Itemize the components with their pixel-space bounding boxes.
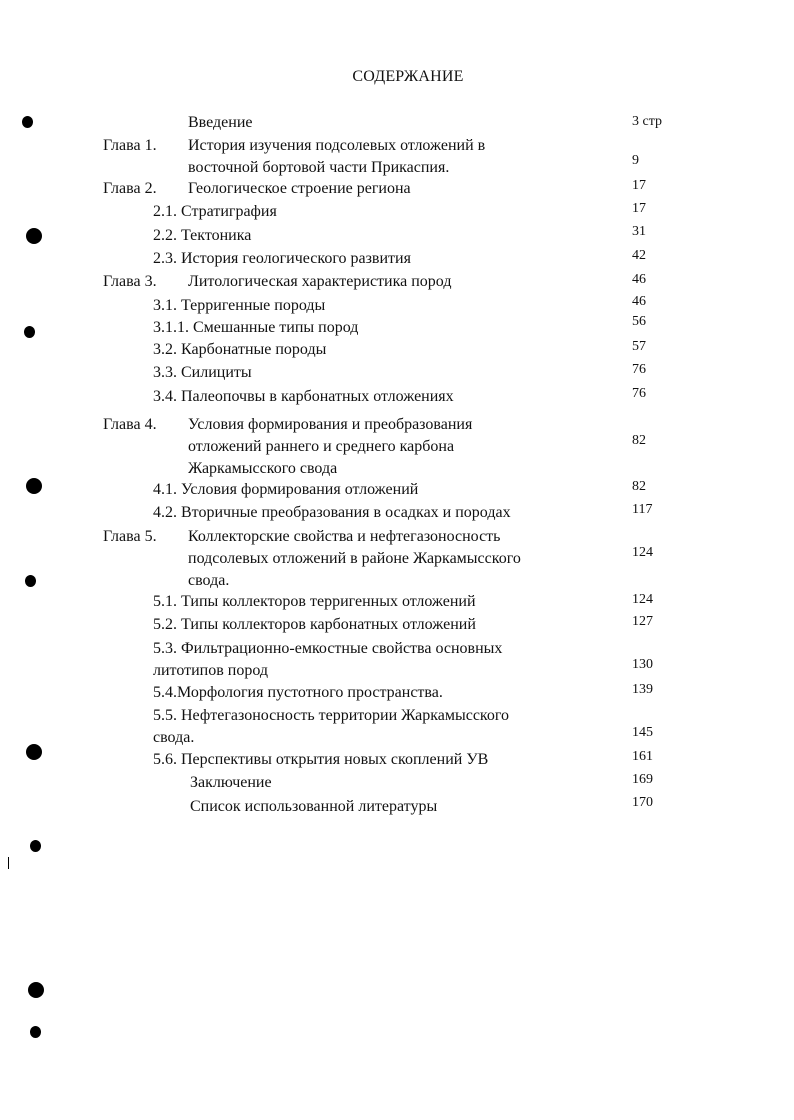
chapter-1-page: 9 [632, 153, 639, 168]
chapter-5-title: Коллекторские свойства и нефтегазоносность [188, 528, 501, 545]
section-2-2: 2.2. Тектоника [153, 227, 252, 244]
section-4-1: 4.1. Условия формирования отложений [153, 481, 419, 498]
section-4-2-page: 117 [632, 502, 653, 517]
toc-conclusion-label: Заключение [190, 774, 272, 791]
section-3-2: 3.2. Карбонатные породы [153, 341, 327, 358]
chapter-1-title: восточной бортовой части Прикаспия. [188, 159, 450, 176]
chapter-3-page: 46 [632, 272, 646, 287]
scan-mark [8, 857, 9, 869]
page-title: СОДЕРЖАНИЕ [352, 68, 464, 85]
punch-hole [26, 228, 42, 244]
section-3-1-page: 46 [632, 294, 646, 309]
toc-references-label: Список использованной литературы [190, 798, 438, 815]
section-3-4-page: 76 [632, 386, 646, 401]
section-5-4-page: 139 [632, 682, 653, 697]
chapter-4-title: Условия формирования и преобразования [188, 416, 473, 433]
section-3-1-1: 3.1.1. Смешанные типы пород [153, 319, 359, 336]
section-3-1: 3.1. Терригенные породы [153, 297, 326, 314]
chapter-5-title: свода. [188, 572, 230, 589]
punch-hole [25, 575, 36, 587]
section-5-5-page: 145 [632, 725, 653, 740]
section-3-3-page: 76 [632, 362, 646, 377]
section-5-3: 5.3. Фильтрационно-емкостные свойства основных [153, 640, 503, 657]
chapter-3-number: Глава 3. [103, 273, 157, 290]
section-5-2: 5.2. Типы коллекторов карбонатных отложений [153, 616, 476, 633]
toc-intro-label: Введение [188, 114, 253, 131]
section-5-3-page: 130 [632, 657, 653, 672]
chapter-2-page: 17 [632, 178, 646, 193]
section-3-1-1-page: 56 [632, 314, 646, 329]
punch-hole [30, 840, 41, 852]
section-3-3: 3.3. Силициты [153, 364, 252, 381]
section-3-2-page: 57 [632, 339, 646, 354]
toc-intro-page: 3 стр [632, 114, 663, 129]
section-5-4: 5.4.Морфология пустотного пространства. [153, 684, 443, 701]
punch-hole [24, 326, 35, 338]
chapter-2-title: Геологическое строение региона [188, 180, 411, 197]
chapter-5-title: подсолевых отложений в районе Жаркамысского [188, 550, 521, 567]
section-5-6-page: 161 [632, 749, 653, 764]
chapter-4-title: отложений раннего и среднего карбона [188, 438, 455, 455]
chapter-4-number: Глава 4. [103, 416, 157, 433]
chapter-5-number: Глава 5. [103, 528, 157, 545]
chapter-1-title: История изучения подсолевых отложений в [188, 137, 486, 154]
section-2-1: 2.1. Стратиграфия [153, 203, 277, 220]
punch-hole [26, 744, 42, 760]
punch-hole [30, 1026, 41, 1038]
punch-hole [22, 116, 33, 128]
chapter-4-page: 82 [632, 433, 646, 448]
punch-hole [28, 982, 44, 998]
section-5-5: 5.5. Нефтегазоносность территории Жаркамысского [153, 707, 510, 724]
chapter-4-title: Жаркамысского свода [188, 460, 338, 477]
chapter-2-number: Глава 2. [103, 180, 157, 197]
toc-conclusion-page: 169 [632, 772, 653, 787]
section-5-1: 5.1. Типы коллекторов терригенных отложений [153, 593, 476, 610]
section-4-2: 4.2. Вторичные преобразования в осадках и породах [153, 504, 511, 521]
section-5-2-page: 127 [632, 614, 653, 629]
section-4-1-page: 82 [632, 479, 646, 494]
section-5-3: литотипов пород [153, 662, 269, 679]
section-5-1-page: 124 [632, 592, 653, 607]
section-2-2-page: 31 [632, 224, 646, 239]
section-5-5: свода. [153, 729, 195, 746]
chapter-3-title: Литологическая характеристика пород [188, 273, 452, 290]
punch-hole [26, 478, 42, 494]
section-2-3: 2.3. История геологического развития [153, 250, 411, 267]
chapter-1-number: Глава 1. [103, 137, 157, 154]
section-5-6: 5.6. Перспективы открытия новых скоплений УВ [153, 751, 489, 768]
toc-references-page: 170 [632, 795, 653, 810]
chapter-5-page: 124 [632, 545, 653, 560]
section-2-1-page: 17 [632, 201, 646, 216]
section-3-4: 3.4. Палеопочвы в карбонатных отложениях [153, 388, 454, 405]
section-2-3-page: 42 [632, 248, 646, 263]
